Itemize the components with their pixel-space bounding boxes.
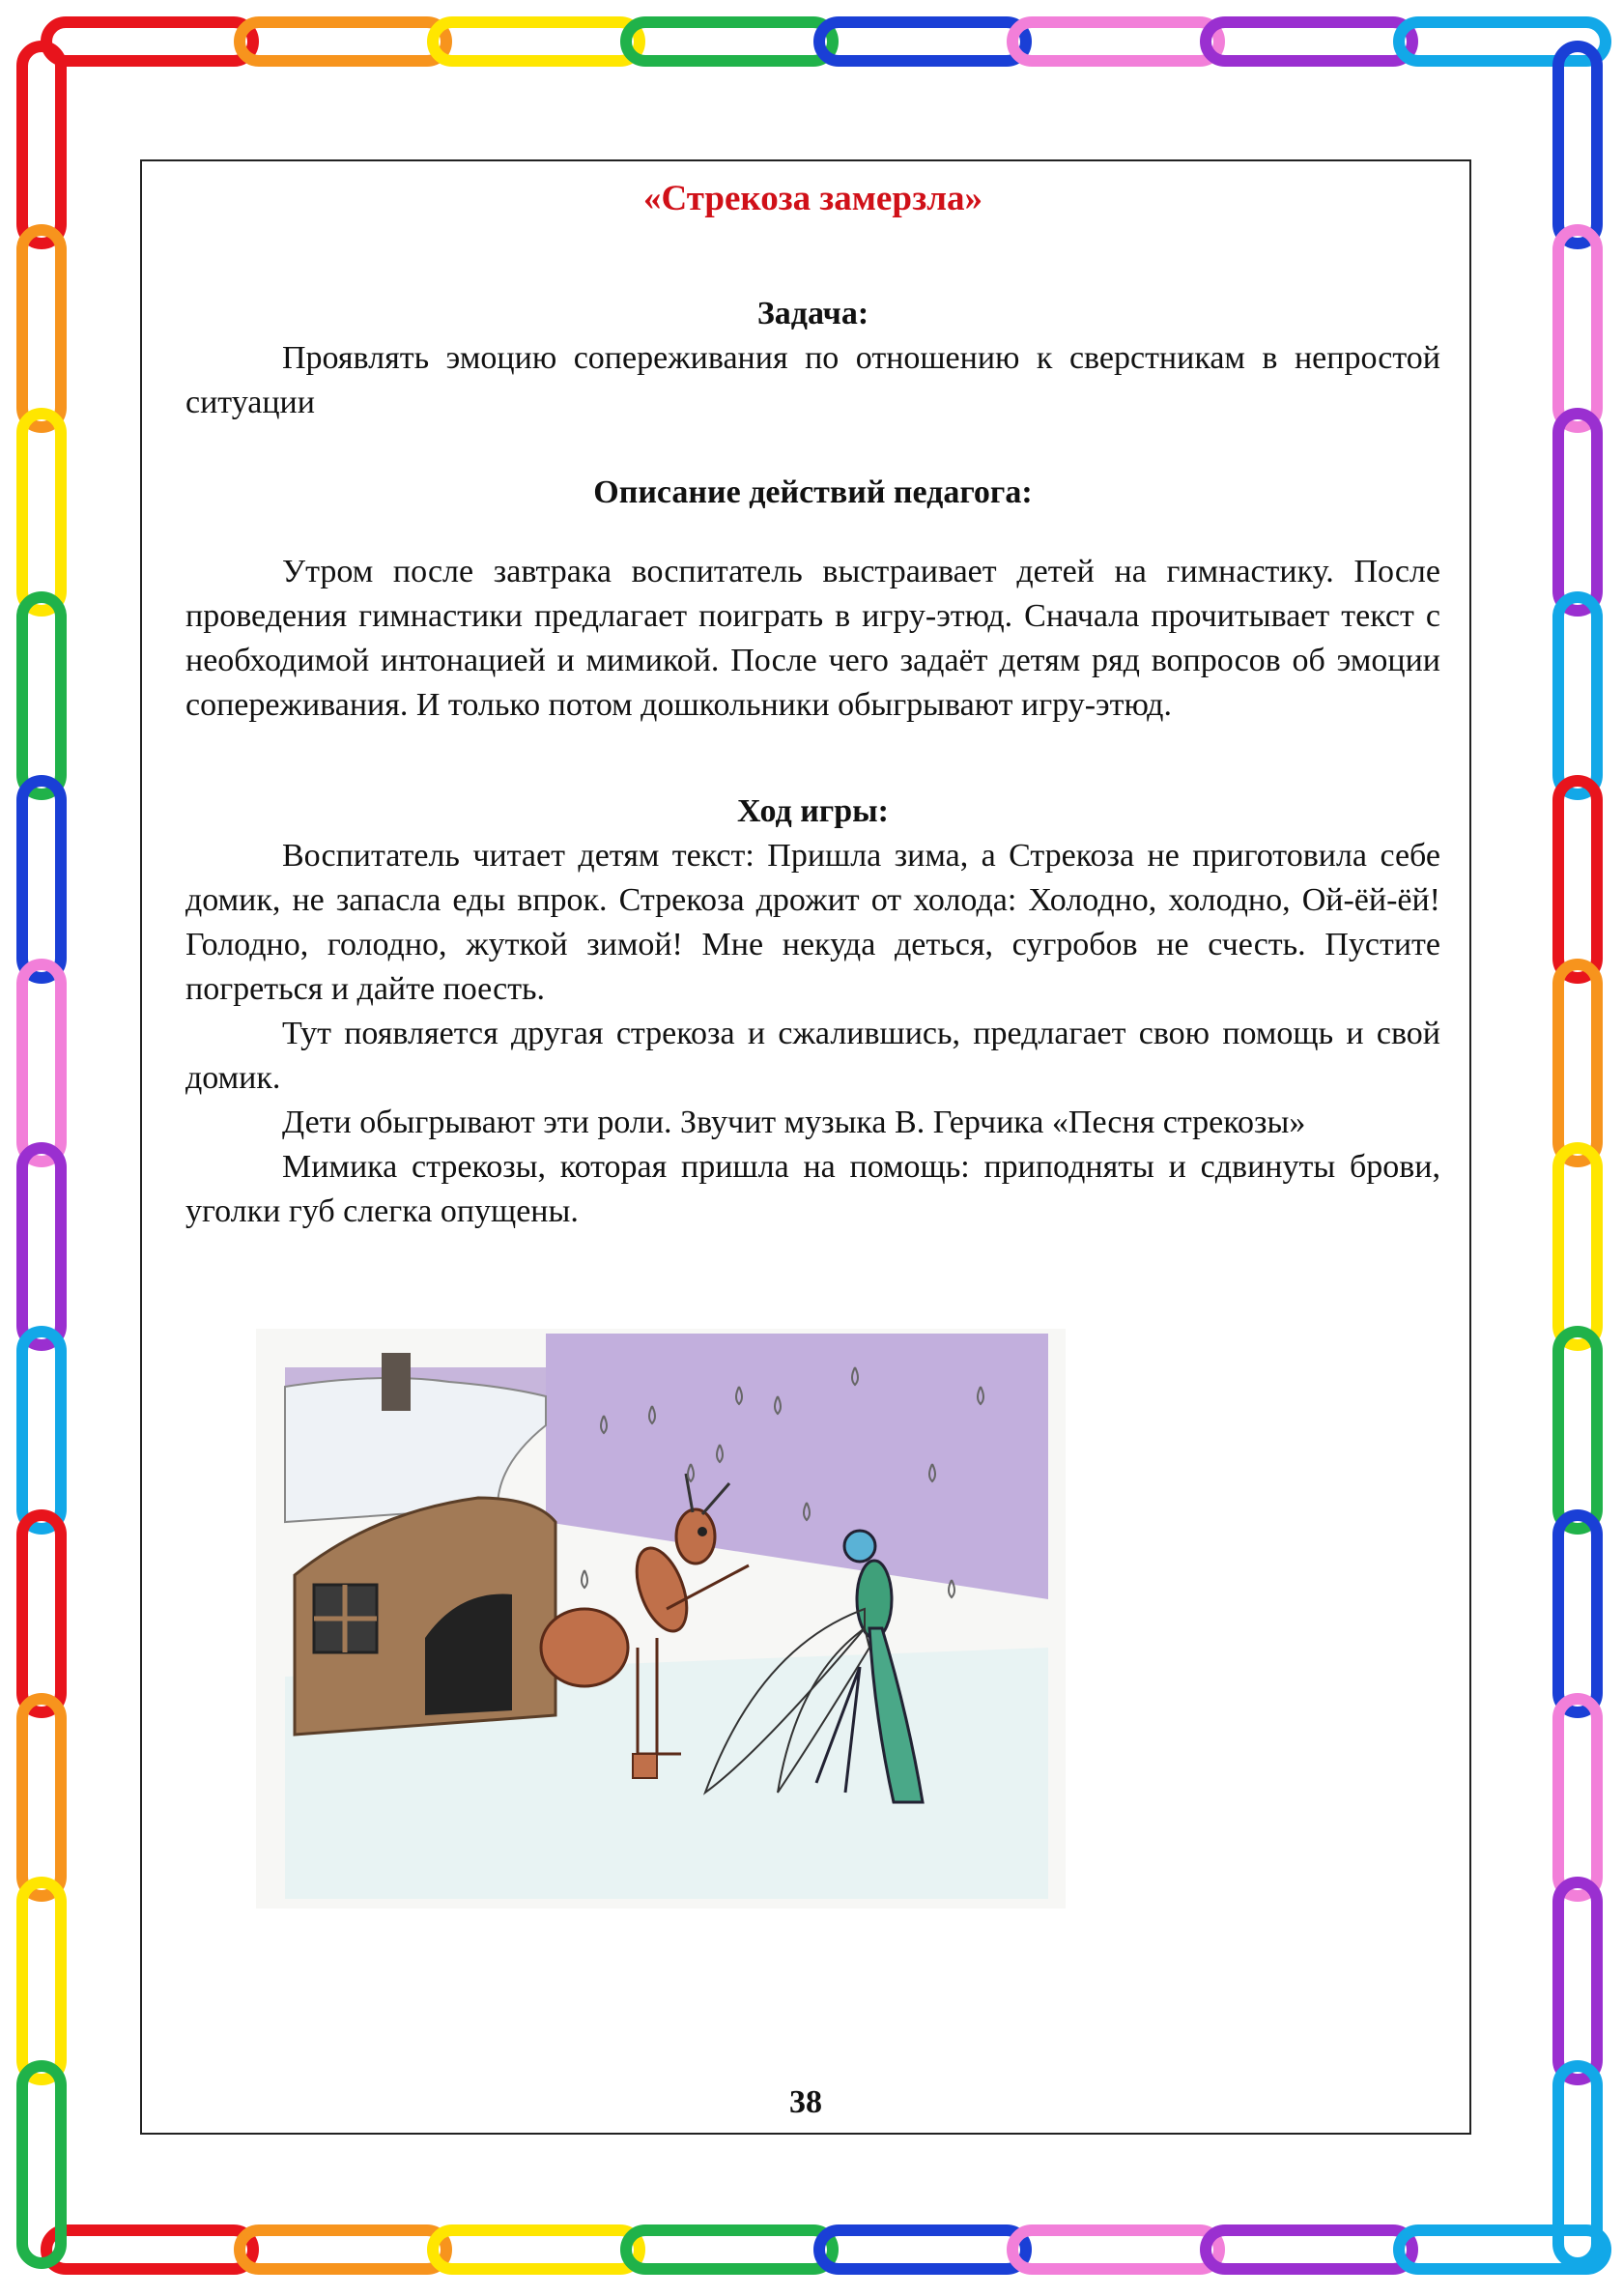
paperclip-icon [1206,22,1412,61]
paperclip-icon [1558,1882,1597,2080]
paperclip-icon [433,2230,640,2269]
paperclip-icon [22,1515,61,1712]
paperclip-icon [22,46,61,244]
paperclip-icon [1558,1699,1597,1896]
paperclip-icon [626,2230,833,2269]
paperclip-icon [1012,22,1219,61]
page-title: «Стрекоза замерзла» [643,179,982,218]
game-flow-paragraph: Тут появляется другая стрекоза и сжалившись, предлагает свою помощь и свой домик. [185,1016,1440,1096]
paperclip-icon [22,2066,61,2263]
teacher-actions-heading: Описание действий педагога: [593,474,1033,510]
paperclip-icon [1206,2230,1412,2269]
paperclip-icon [1558,781,1597,978]
paperclip-icon [1558,1515,1597,1712]
game-flow-paragraph: Воспитатель читает детям текст: Пришла зима, а Стрекоза не приготовила себе домик, не запасла еды впрок. Стрекоза дрожит от холода: Холодно, холодно, Ой-ёй-ёй! Голодно, голодно, жуткой зимой! Мне некуда деться, сугробов не счесть. Пустите погреться и дайте поесть. [185,838,1440,1007]
game-flow-section [185,789,1440,1234]
paperclip-icon [22,781,61,978]
teacher-actions-section [185,471,1440,728]
paperclip-icon [1558,46,1597,244]
paperclip-icon [22,964,61,1162]
paperclip-icon [46,22,253,61]
game-flow-paragraph: Дети обыгрывают эти роли. Звучит музыка В. Герчика «Песня стрекозы» [282,1105,1306,1140]
paperclip-icon [22,1699,61,1896]
paperclip-icon [240,22,446,61]
game-flow-heading: Ход игры: [736,793,890,829]
paperclip-icon [819,2230,1026,2269]
paperclip-icon [22,1882,61,2080]
paperclip-icon [819,22,1026,61]
task-section [185,292,1440,425]
game-flow-paragraph: Мимика стрекозы, которая пришла на помощь: приподняты и сдвинуты брови, уголки губ слегка опущены. [185,1149,1440,1229]
page-content-box [140,159,1471,2135]
task-heading: Задача: [756,296,869,331]
paperclip-icon [1558,230,1597,427]
children-drawing-illustration [256,1329,1066,1909]
paperclip-icon [22,1332,61,1529]
paperclip-icon [22,230,61,427]
paperclip-icon [1012,2230,1219,2269]
paperclip-icon [46,2230,253,2269]
page-number: 38 [789,2084,822,2120]
paperclip-icon [1558,1332,1597,1529]
paperclip-icon [22,1148,61,1345]
paperclip-icon [626,22,833,61]
paperclip-icon [433,22,640,61]
paperclip-icon [240,2230,446,2269]
paperclip-icon [1558,414,1597,611]
paperclip-icon [1558,597,1597,794]
paperclip-icon [22,597,61,794]
teacher-actions-text: Утром после завтрака воспитатель выстраивает детей на гимнастику. После проведения гимнастики предлагает поиграть в игру-этюд. Сначала прочитывает текст с необходимой интонацией и мимикой. После чего задаёт детям ряд вопросов об эмоции сопереживания. И только потом дошкольники обыгрывают игру-этюд. [185,554,1440,723]
paperclip-icon [22,414,61,611]
paperclip-icon [1558,1148,1597,1345]
task-text: Проявлять эмоцию сопереживания по отношению к сверстникам в непростой ситуации [185,340,1440,420]
paperclip-icon [1558,964,1597,1162]
